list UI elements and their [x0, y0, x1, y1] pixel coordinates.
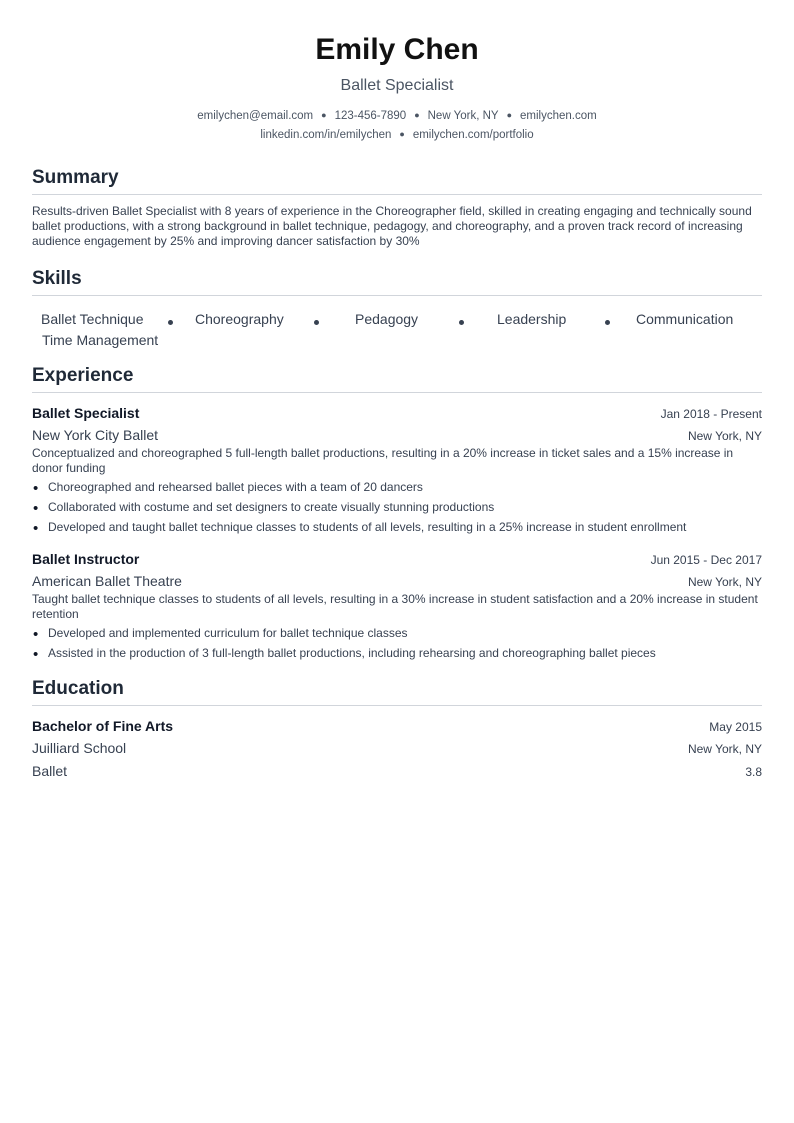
summary-text: Results-driven Ballet Specialist with 8 years of experience in the Choreographer field, skilled in creating engaging and technically sound ballet productions, with a strong background in ballet technique, pedagogy, and choreography, and a proven track record of increasing audience engagement by 25% and improving dancer satisfaction by 30% — [32, 204, 752, 248]
candidate-name: Emily Chen — [315, 33, 479, 66]
job-role: Ballet Instructor — [32, 551, 140, 567]
skill-bullet-icon — [459, 320, 464, 325]
job-dates: Jun 2015 - Dec 2017 — [650, 553, 762, 567]
job-role: Ballet Specialist — [32, 405, 140, 421]
contact-row-secondary — [32, 125, 762, 144]
job-bullets — [32, 626, 762, 661]
skills-list — [32, 302, 762, 346]
skill-bullet-icon — [168, 320, 173, 325]
contact-phone: 123-456-7890 — [334, 110, 407, 122]
education-degree: Bachelor of Fine Arts — [32, 718, 174, 734]
contact-website: emilychen.com — [520, 110, 597, 122]
contact-portfolio: emilychen.com/portfolio — [412, 129, 534, 141]
job-bullets — [32, 480, 762, 535]
resume-header — [32, 0, 762, 144]
skill-item: Time Management — [42, 332, 159, 348]
education-date: May 2015 — [709, 720, 762, 734]
contact-linkedin: linkedin.com/in/emilychen — [260, 129, 392, 141]
skill-item: Choreography — [195, 311, 284, 327]
experience-section — [32, 364, 762, 661]
job-description: Conceptualized and choreographed 5 full-length ballet productions, resulting in a 20% increase in ticket sales and a 15% increase in donor funding — [32, 446, 734, 475]
separator-dot-icon: ● — [321, 110, 327, 120]
job-entry — [32, 549, 762, 661]
skill-item: Leadership — [497, 311, 567, 327]
job-entry — [32, 403, 762, 535]
skills-heading: Skills — [32, 267, 762, 296]
list-item: • Choreographed and rehearsed ballet pieces with a team of 20 dancers — [32, 480, 762, 495]
contact-location: New York, NY — [427, 110, 499, 122]
separator-dot-icon: ● — [506, 110, 513, 120]
contact-email: emilychen@email.com — [197, 110, 314, 122]
education-gpa: 3.8 — [745, 765, 762, 779]
education-field: Ballet — [32, 763, 68, 779]
education-location: New York, NY — [687, 742, 762, 756]
list-item: • Developed and implemented curriculum for ballet technique classes — [32, 626, 762, 641]
skill-bullet-icon — [605, 320, 610, 325]
job-location: New York, NY — [687, 575, 762, 589]
job-company: American Ballet Theatre — [32, 573, 182, 589]
job-description: Taught ballet technique classes to students of all levels, resulting in a 30% increase in student satisfaction and a 20% increase in student retention — [32, 592, 758, 621]
summary-heading: Summary — [32, 166, 762, 195]
skill-item: Pedagogy — [355, 311, 419, 327]
job-dates: Jan 2018 - Present — [660, 407, 762, 421]
experience-heading: Experience — [32, 364, 762, 393]
job-company: New York City Ballet — [32, 427, 159, 443]
skill-bullet-icon — [314, 320, 319, 325]
summary-section — [32, 166, 762, 249]
education-school: Juilliard School — [32, 740, 127, 756]
education-section — [32, 677, 762, 783]
list-item: • Assisted in the production of 3 full-length ballet productions, including rehearsing and choreographing ballet pieces — [32, 646, 762, 661]
education-heading: Education — [32, 677, 762, 706]
list-item: • Collaborated with costume and set designers to create visually stunning productions — [32, 500, 762, 515]
separator-dot-icon: ● — [399, 129, 405, 139]
skills-section — [32, 267, 762, 346]
candidate-title: Ballet Specialist — [340, 77, 454, 94]
job-location: New York, NY — [687, 429, 762, 443]
skill-item: Communication — [636, 311, 734, 327]
separator-dot-icon: ● — [414, 110, 420, 120]
education-entry — [32, 716, 762, 783]
list-item: • Developed and taught ballet technique classes to students of all levels, resulting in a 25% increase in student enrollment — [32, 520, 762, 535]
skill-item: Ballet Technique — [41, 311, 144, 327]
contact-row-primary — [32, 106, 762, 125]
